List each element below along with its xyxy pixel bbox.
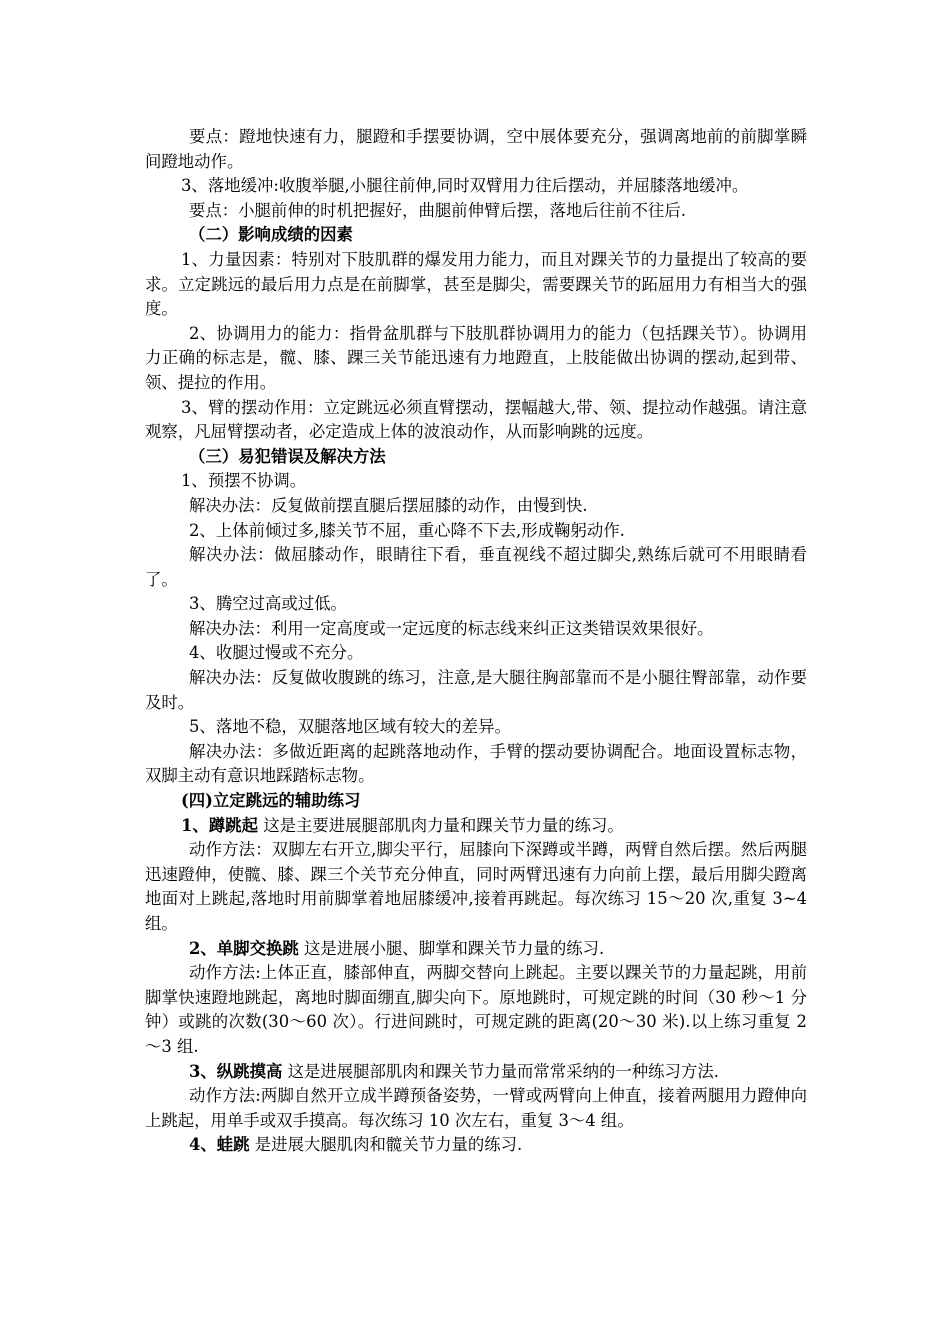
- paragraph: 动作方法：双脚左右开立,脚尖平行，屈膝向下深蹲或半蹲，两臂自然后摆。然后两腿迅速蹬伸，使髋、膝、踝三个关节充分伸直，同时两臂迅速有力向前上摆，最后用脚尖蹬离地面对上跳起,落地时用前脚掌着地屈膝缓冲,接着再跳起。每次练习 15～20 次,重复 3~4 组。: [145, 840, 807, 933]
- paragraph: 1、预摆不协调。: [181, 471, 307, 491]
- exercise-paragraph: [145, 937, 807, 962]
- exercise-paragraph: [145, 814, 807, 839]
- paragraph: 解决办法：反复做收腹跳的练习，注意,是大腿往胸部靠而不是小腿往臀部靠，动作要及时。: [145, 668, 807, 712]
- exercise-title: 1、蹲跳起: [181, 815, 258, 835]
- paragraph: 动作方法:两脚自然开立成半蹲预备姿势，一臂或两臂向上伸直，接着两腿用力蹬伸向上跳起，用单手或双手摸高。每次练习 10 次左右，重复 3～4 组。: [145, 1086, 807, 1130]
- paragraph: 动作方法:上体正直，膝部伸直，两脚交替向上跳起。主要以踝关节的力量起跳，用前脚掌快速蹬地跳起，离地时脚面绷直,脚尖向下。原地跳时，可规定跳的时间（30 秒～1 分钟）或跳的次数(30～60 次）。行进间跳时，可规定跳的距离(20～30 米).以上练习重复 2～3 组.: [145, 963, 807, 1056]
- exercise-paragraph: [145, 1060, 807, 1085]
- paragraph: 解决办法：多做近距离的起跳落地动作，手臂的摆动要协调配合。地面设置标志物，双脚主动有意识地踩踏标志物。: [145, 741, 807, 786]
- paragraph: 2、协调用力的能力：指骨盆肌群与下肢肌群协调用力的能力（包括踝关节）。协调用力正确的标志是，髋、膝、踝三关节能迅速有力地蹬直，上肢能做出协调的摆动,起到带、领、提拉的作用。: [145, 323, 807, 392]
- section-heading: (四)立定跳远的辅助练习: [181, 791, 361, 811]
- paragraph: 1、力量因素：特别对下肢肌群的爆发用力能力，而且对踝关节的力量提出了较高的要求。立定跳远的最后用力点是在前脚掌，甚至是脚尖，需要踝关节的跖屈用力有相当大的强度。: [145, 249, 807, 319]
- section-heading: （三）易犯错误及解决方法: [189, 446, 386, 466]
- paragraph: 3、腾空过高或过低。: [189, 594, 347, 614]
- exercise-description: 这是进展腿部肌肉和踝关节力量而常常采纳的一种练习方法.: [287, 1061, 719, 1081]
- exercise-description: 这是进展小腿、脚掌和踝关节力量的练习.: [303, 938, 605, 958]
- paragraph: 要点：蹬地快速有力，腿蹬和手摆要协调，空中展体要充分，强调离地前的前脚掌瞬间蹬地动作。: [145, 127, 807, 171]
- exercise-title: 4、蛙跳: [189, 1135, 250, 1155]
- paragraph: 解决办法：反复做前摆直腿后摆屈膝的动作，由慢到快.: [189, 495, 588, 515]
- paragraph: 4、收腿过慢或不充分。: [189, 643, 364, 663]
- exercise-title: 2、单脚交换跳: [189, 938, 299, 958]
- section-heading: （二）影响成绩的因素: [189, 225, 353, 245]
- paragraph: 要点：小腿前伸的时机把握好，曲腿前伸臂后摆，落地后往前不往后.: [189, 200, 686, 220]
- paragraph: 2、上体前倾过多,膝关节不屈，重心降不下去,形成鞠躬动作.: [189, 520, 625, 540]
- exercise-title: 3、纵跳摸高: [189, 1061, 283, 1081]
- document-page: [145, 125, 807, 1158]
- paragraph: 3、落地缓冲:收腹举腿,小腿往前伸,同时双臂用力往后摆动，并屈膝落地缓冲。: [181, 176, 749, 196]
- paragraph: 解决办法：利用一定高度或一定远度的标志线来纠正这类错误效果很好。: [189, 618, 714, 638]
- exercise-description: 这是主要进展腿部肌肉力量和踝关节力量的练习。: [263, 815, 624, 835]
- paragraph: 5、落地不稳，双腿落地区域有较大的差异。: [189, 717, 511, 737]
- exercise-paragraph: [145, 1133, 807, 1158]
- paragraph: 3、臂的摆动作用：立定跳远必须直臂摆动，摆幅越大,带、领、提拉动作越强。请注意观察，凡屈臂摆动者，必定造成上体的波浪动作，从而影响跳的远度。: [145, 397, 807, 442]
- paragraph: 解决办法：做屈膝动作，眼睛往下看，垂直视线不超过脚尖,熟练后就可不用眼睛看了。: [145, 545, 807, 589]
- exercise-description: 是进展大腿肌肉和髋关节力量的练习.: [254, 1135, 523, 1155]
